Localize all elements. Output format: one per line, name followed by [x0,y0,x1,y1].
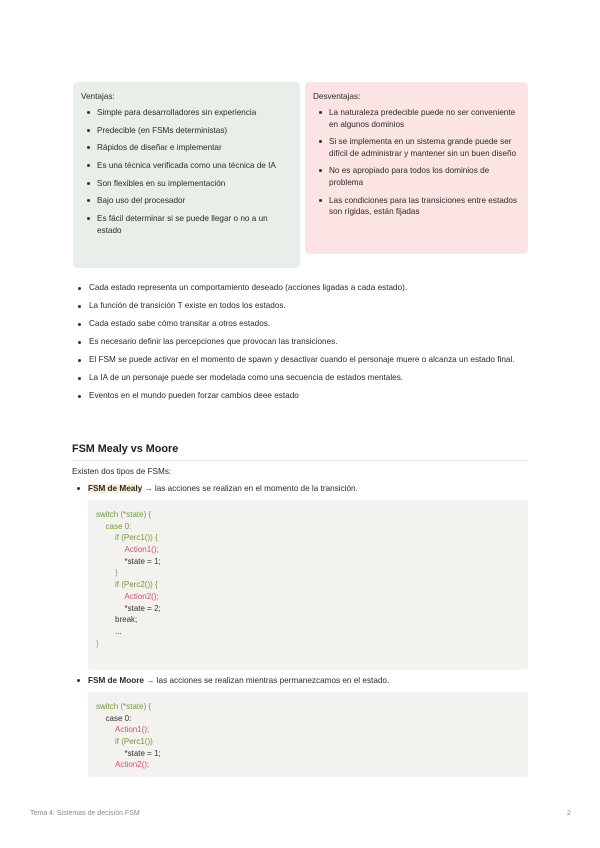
list-item: Es fácil determinar si se puede llegar o no a un estado [81,213,290,236]
list-item: Es necesario definir las percepciones que provocan las transiciones. [75,336,520,348]
moore-code-block [88,692,528,777]
disadvantages-title: Desventajas: [313,92,361,101]
footer-title: Tema 4: Sistemas de decisión FSM [30,810,140,817]
list-item: Predecible (en FSMs deterministas) [81,125,290,137]
code-line: Action1(); [124,545,159,555]
list-item: Simple para desarrolladores sin experiencia [81,107,290,119]
arrow-icon: → [146,676,155,685]
list-item: No es apropiado para todos los dominios de problema [313,165,518,188]
mealy-code-block [88,500,528,670]
section-divider [72,460,528,461]
list-item: Cada estado representa un comportamiento deseado (acciones ligadas a cada estado). [75,282,520,294]
code-line: Action2(); [115,760,150,770]
section-heading: FSM Mealy vs Moore [72,443,179,455]
advantages-callout [73,82,300,268]
list-item: Eventos en el mundo pueden forzar cambios deee estado [75,390,520,402]
code-line: Action1(); [115,725,150,735]
list-item: La naturaleza predecible puede no ser conveniente en algunos dominios [313,107,518,130]
code-line: break; [115,615,138,625]
code-line: } [115,568,118,578]
code-line: case 0: [105,713,132,723]
code-line: case 0: [105,521,132,531]
moore-item [75,675,389,686]
code-line: ... [115,626,122,636]
advantages-title: Ventajas: [81,92,115,101]
mealy-item [75,483,358,494]
list-item: El FSM se puede activar en el momento de spawn y desactivar cuando el personaje muere o alcanza un estado final. [75,354,520,366]
code-line: if (Perc2()) { [115,580,158,590]
disadvantages-callout [305,82,528,254]
intro-text: Existen dos tipos de FSMs: [72,467,172,476]
code-line: switch (*state) { [96,510,152,519]
code-line: if (Perc1()) { [115,533,158,543]
code-line: *state = 2; [124,603,161,613]
code-line: } [96,638,99,648]
list-item: La IA de un personaje puede ser modelada como una secuencia de estados mentales. [75,372,520,384]
code-line: switch (*state) { [96,702,152,711]
disadvantages-list [313,107,518,218]
list-item: Bajo uso del procesador [81,195,290,207]
list-item: La función de transición T existe en todos los estados. [75,300,520,312]
code-line: *state = 1; [124,748,161,758]
list-item: Rápidos de diseñar e implementar [81,142,290,154]
list-item: Cada estado sabe cómo transitar a otros estados. [75,318,520,330]
list-item: Son flexibles en su implementación [81,178,290,190]
moore-description: las acciones se realizan mientras permanezcamos en el estado. [156,676,390,685]
arrow-icon: → [144,484,153,493]
fsm-properties-list [75,282,520,408]
page-number: 2 [567,810,571,817]
advantages-list [81,107,290,236]
code-line: if (Perc1()) [115,737,153,747]
code-line: *state = 1; [124,556,161,566]
mealy-description: las acciones se realizan en el momento de la transición. [154,484,358,493]
list-item: Es una técnica verificada como una técnica de IA [81,160,290,172]
list-item: Si se implementa en un sistema grande puede ser difícil de administrar y mantener sin un buen diseño [313,136,518,159]
pros-cons-callouts [73,82,528,268]
mealy-term: FSM de Mealy [88,484,143,493]
list-item: Las condiciones para las transiciones entre estados son rígidas, están fijadas [313,195,518,218]
moore-term: FSM de Moore [88,676,144,685]
code-line: Action2(); [124,591,159,601]
